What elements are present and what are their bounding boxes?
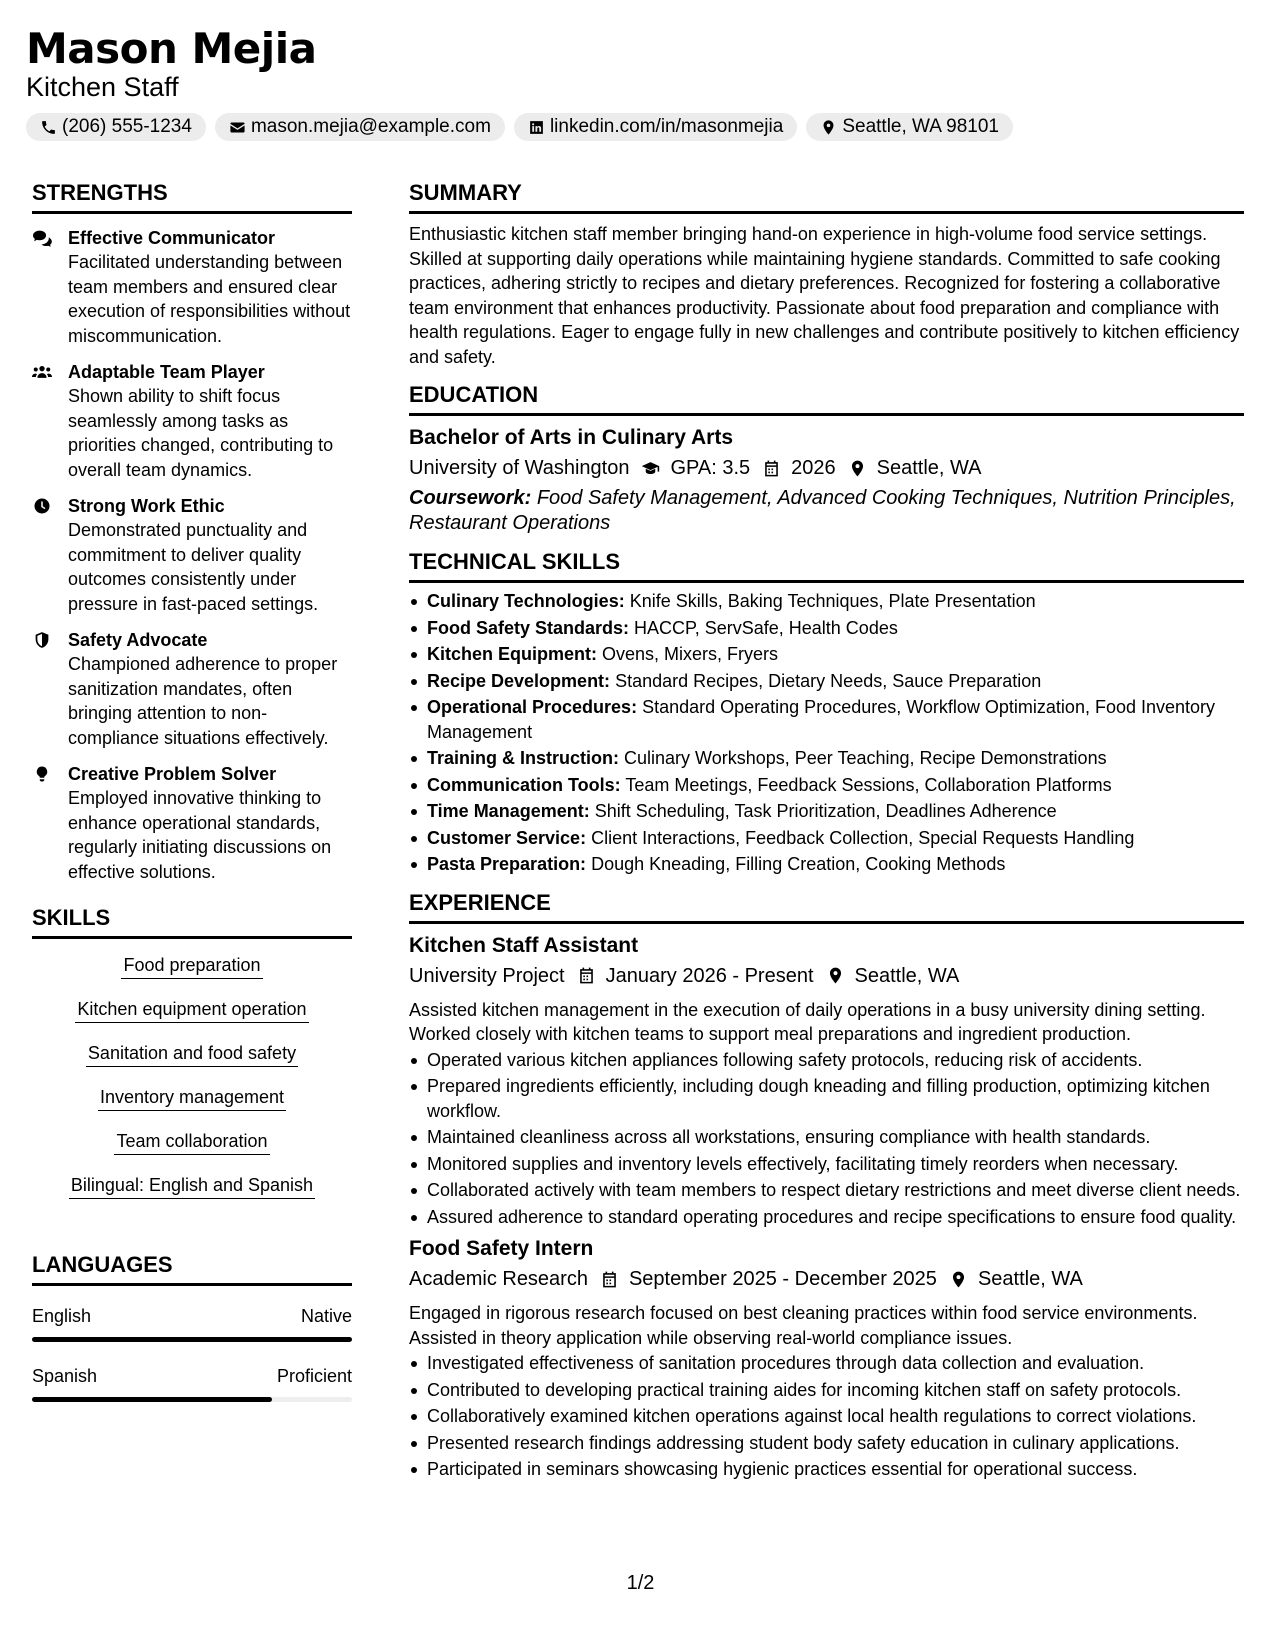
strength-desc: Employed innovative thinking to enhance operational standards, regularly initiating discussions on effective solutions.	[68, 788, 332, 882]
job-bullet: Investigated effectiveness of sanitation procedures through data collection and evaluation.	[409, 1351, 1244, 1376]
phone-icon	[40, 119, 57, 136]
strength-desc: Championed adherence to proper sanitization mandates, often bringing attention to non-compliance situations effectively.	[68, 654, 338, 748]
location-icon	[949, 1270, 968, 1289]
job-bullets	[409, 1351, 1244, 1482]
section-heading: SUMMARY	[409, 179, 1244, 214]
strength-desc: Shown ability to shift focus seamlessly among tasks as priorities changed, contributing to overall team dynamics.	[68, 386, 334, 480]
strength-item	[32, 494, 352, 616]
language-level-bar	[32, 1337, 352, 1342]
job-meta	[409, 962, 1244, 990]
location-icon	[826, 966, 845, 985]
tech-skill-item: Kitchen Equipment: Ovens, Mixers, Fryers	[409, 642, 1244, 667]
email-icon	[229, 119, 246, 136]
degree-title: Bachelor of Arts in Culinary Arts	[409, 426, 734, 449]
skill-tag: Bilingual: English and Spanish	[69, 1173, 315, 1199]
experience-section	[409, 889, 1244, 1482]
tech-skill-item: Pasta Preparation: Dough Kneading, Filling Creation, Cooking Methods	[409, 852, 1244, 877]
language-item	[32, 1364, 352, 1402]
phone-text: (206) 555-1234	[62, 116, 192, 137]
job-entry	[409, 1235, 1244, 1482]
strength-title: Effective Communicator	[68, 228, 276, 248]
summary-section	[409, 179, 1244, 369]
strength-item	[32, 360, 352, 482]
section-heading: EDUCATION	[409, 381, 1244, 416]
job-dates: January 2026 - Present	[605, 964, 814, 987]
section-heading: SKILLS	[32, 904, 352, 939]
job-bullet: Monitored supplies and inventory levels effectively, facilitating timely reorders when necessary.	[409, 1152, 1244, 1177]
right-column	[409, 179, 1244, 1484]
strength-title: Safety Advocate	[68, 630, 208, 650]
job-org: University Project	[409, 964, 565, 987]
tech-skill-item: Operational Procedures: Standard Operating Procedures, Workflow Optimization, Food Inventory Management	[409, 695, 1244, 744]
strength-title: Creative Problem Solver	[68, 764, 277, 784]
job-location: Seattle, WA	[854, 964, 960, 987]
job-dates-item	[577, 962, 814, 990]
job-org: Academic Research	[409, 1268, 588, 1290]
strength-desc: Demonstrated punctuality and commitment to deliver quality outcomes consistently under pressure in fast-paced settings.	[68, 520, 319, 614]
contact-bar	[26, 113, 1246, 141]
job-bullet: Contributed to developing practical training aides for incoming kitchen staff on safety protocols.	[409, 1378, 1244, 1403]
section-heading: STRENGTHS	[32, 179, 352, 214]
job-title: Kitchen Staff Assistant	[409, 933, 639, 957]
candidate-name: Mason Mejia	[26, 24, 317, 73]
tech-skill-item: Food Safety Standards: HACCP, ServSafe, Health Codes	[409, 616, 1244, 641]
skill-tag: Kitchen equipment operation	[75, 997, 308, 1023]
section-heading: LANGUAGES	[32, 1251, 352, 1286]
calendar-icon	[577, 966, 596, 985]
language-item	[32, 1304, 352, 1342]
language-level: Native	[300, 1306, 352, 1326]
location-icon	[848, 459, 867, 478]
resume-header	[26, 24, 1246, 141]
education-section	[409, 381, 1244, 536]
language-name: English	[32, 1306, 92, 1326]
job-bullet: Operated various kitchen appliances following safety protocols, reducing risk of accidents.	[409, 1048, 1244, 1073]
skills-section	[32, 904, 352, 1217]
job-location-item	[949, 1265, 1083, 1293]
shield-icon	[32, 631, 52, 649]
skill-tag: Team collaboration	[114, 1129, 269, 1155]
summary-text: Enthusiastic kitchen staff member bringing hand-on experience in high-volume food service settings. Skilled at supporting daily operations while maintaining hygiene standards. Committed to safe cooking practices, adhering strictly to recipes and dietary preferences. Recognized for fostering a collaborative team environment that enhances productivity. Passionate about food preparation and compliance with health regulations. Eager to engage fully in new challenges and contribute positively to kitchen efficiency and safety.	[409, 224, 1240, 367]
graduation-cap-icon	[641, 459, 660, 478]
job-bullet: Presented research findings addressing student body safety education in culinary applications.	[409, 1431, 1244, 1456]
tech-skill-item: Customer Service: Client Interactions, Feedback Collection, Special Requests Handling	[409, 826, 1244, 851]
language-name: Spanish	[32, 1366, 98, 1386]
page-number: 1/2	[626, 1572, 655, 1594]
job-bullet: Collaboratively examined kitchen operations against local health regulations to correct violations.	[409, 1404, 1244, 1429]
language-level-bar	[32, 1397, 352, 1402]
job-dates: September 2025 - December 2025	[628, 1268, 937, 1290]
job-bullet: Participated in seminars showcasing hygienic practices essential for operational success.	[409, 1457, 1244, 1482]
comments-icon	[32, 229, 52, 247]
email-contact[interactable]	[215, 113, 505, 141]
education-meta	[409, 454, 1244, 482]
job-title: Kitchen Staff	[26, 72, 179, 102]
job-bullet: Maintained cleanliness across all workstations, ensuring compliance with health standards.	[409, 1125, 1244, 1150]
skill-tag: Sanitation and food safety	[86, 1041, 298, 1067]
coursework-list: Food Safety Management, Advanced Cooking Techniques, Nutrition Principles, Restaurant Operations	[409, 487, 1236, 534]
year-item	[762, 454, 836, 482]
linkedin-text: linkedin.com/in/masonmejia	[549, 116, 784, 137]
strength-item	[32, 762, 352, 884]
job-location: Seattle, WA	[977, 1268, 1083, 1290]
job-bullets	[409, 1048, 1244, 1230]
strength-desc: Facilitated understanding between team members and ensured clear execution of responsibilities without miscommunication.	[68, 252, 351, 346]
edu-location-item	[848, 454, 982, 482]
skill-tag: Inventory management	[98, 1085, 286, 1111]
strength-title: Adaptable Team Player	[68, 362, 265, 382]
coursework-label: Coursework:	[409, 487, 532, 509]
tech-skill-item: Training & Instruction: Culinary Workshops, Peer Teaching, Recipe Demonstrations	[409, 746, 1244, 771]
skill-tag: Food preparation	[121, 953, 262, 979]
job-title: Food Safety Intern	[409, 1237, 594, 1260]
language-level-fill	[32, 1337, 352, 1342]
language-level-fill	[32, 1397, 272, 1402]
strength-item	[32, 226, 352, 348]
tech-skill-list	[409, 589, 1244, 877]
section-heading: EXPERIENCE	[409, 889, 1244, 924]
job-description: Engaged in rigorous research focused on best cleaning practices within food service environments. Assisted in theory application while observing real-world compliance issues.	[409, 1303, 1198, 1348]
clock-icon	[32, 497, 52, 515]
graduation-year: 2026	[791, 457, 836, 479]
location-text: Seattle, WA 98101	[842, 116, 1000, 137]
tech-skill-item: Communication Tools: Team Meetings, Feedback Sessions, Collaboration Platforms	[409, 773, 1244, 798]
skill-list	[32, 953, 352, 1217]
technical-skills-section	[409, 548, 1244, 877]
job-location-item	[826, 962, 960, 990]
job-bullet: Assured adherence to standard operating procedures and recipe specifications to ensure food quality.	[409, 1205, 1244, 1230]
coursework	[409, 486, 1244, 536]
job-bullet: Collaborated actively with team members to respect dietary restrictions and meet diverse client needs.	[409, 1178, 1244, 1203]
phone-contact[interactable]	[26, 113, 206, 141]
job-bullet: Prepared ingredients efficiently, including dough kneading and filling production, optimizing kitchen workflow.	[409, 1074, 1244, 1123]
strength-title: Strong Work Ethic	[68, 496, 225, 516]
team-icon	[32, 363, 52, 381]
school-name: University of Washington	[409, 457, 630, 479]
job-dates-item	[600, 1265, 937, 1293]
language-level: Proficient	[276, 1366, 352, 1386]
tech-skill-item: Time Management: Shift Scheduling, Task Prioritization, Deadlines Adherence	[409, 799, 1244, 824]
linkedin-contact[interactable]	[514, 113, 797, 141]
job-entry	[409, 932, 1244, 1230]
email-text: mason.mejia@example.com	[250, 116, 491, 137]
left-column	[32, 179, 352, 1402]
lightbulb-icon	[32, 765, 52, 783]
linkedin-icon	[528, 119, 545, 136]
section-heading: TECHNICAL SKILLS	[409, 548, 1244, 583]
edu-location: Seattle, WA	[876, 457, 982, 479]
strengths-section	[32, 179, 352, 884]
tech-skill-item: Recipe Development: Standard Recipes, Dietary Needs, Sauce Preparation	[409, 669, 1244, 694]
calendar-icon	[762, 459, 781, 478]
gpa-item	[641, 454, 750, 482]
tech-skill-item: Culinary Technologies: Knife Skills, Baking Techniques, Plate Presentation	[409, 589, 1244, 614]
gpa-text: GPA: 3.5	[670, 457, 751, 479]
job-meta	[409, 1265, 1244, 1293]
calendar-icon	[600, 1270, 619, 1289]
strength-item	[32, 628, 352, 750]
location-icon	[820, 119, 837, 136]
languages-section	[32, 1251, 352, 1402]
job-description: Assisted kitchen management in the execution of daily operations in a busy university dining setting. Worked closely with kitchen teams to support meal preparations and ingredient production.	[409, 999, 1206, 1044]
location-contact	[806, 113, 1013, 141]
